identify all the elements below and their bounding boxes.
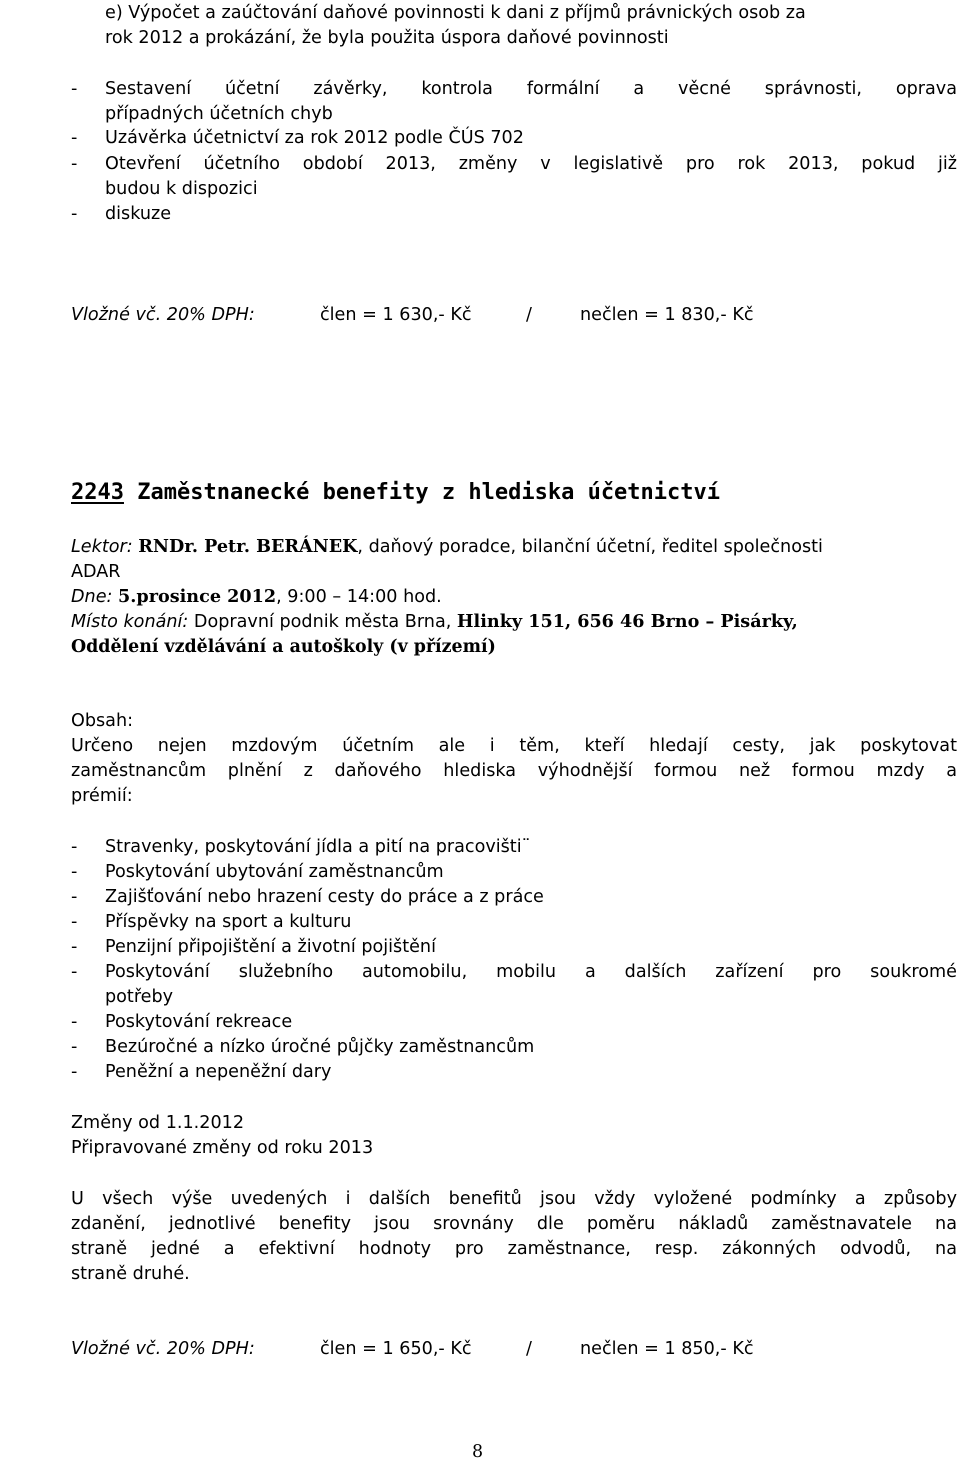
list-item: Poskytování ubytování zaměstnancům: [105, 862, 444, 882]
content-paragraph-line: prémií:: [71, 786, 133, 806]
fee-label: Vložné vč. 20% DPH:: [71, 1339, 255, 1359]
content-paragraph-line: zaměstnancům plnění z daňového hlediska výhodnější formou než formou mzdy a: [71, 761, 957, 781]
list-item-dash: -: [71, 887, 78, 907]
list-item: Zajišťování nebo hrazení cesty do práce a z práce: [105, 887, 544, 907]
list-item: Uzávěrka účetnictví za rok 2012 podle ČÚS 702: [105, 128, 524, 148]
list-item: Peněžní a nepeněžní dary: [105, 1062, 332, 1082]
date-value: 5.prosince 2012: [118, 586, 277, 607]
content-label: Obsah:: [71, 711, 134, 731]
fee-separator: /: [526, 305, 532, 325]
list-item: Poskytování rekreace: [105, 1012, 293, 1032]
list-item-dash: -: [71, 912, 78, 932]
list-item: případných účetních chyb: [105, 104, 333, 124]
page-number: 8: [472, 1442, 484, 1462]
venue-name: Dopravní podnik města Brna,: [188, 612, 457, 632]
fee-label: Vložné vč. 20% DPH:: [71, 305, 255, 325]
course-number: 2243: [71, 480, 124, 505]
fee-nonmember: nečlen = 1 850,- Kč: [580, 1339, 754, 1359]
summary-line: zdanění, jednotlivé benefity jsou srovnány dle poměru nákladů zaměstnavatele na: [71, 1214, 957, 1234]
list-item-dash: -: [71, 937, 78, 957]
fee-nonmember: nečlen = 1 830,- Kč: [580, 305, 754, 325]
list-item: Stravenky, poskytování jídla a pití na pracovišti¨: [105, 837, 531, 857]
lecturer-name: RNDr. Petr. BERÁNEK: [138, 536, 358, 557]
venue-detail: Oddělení vzdělávání a autoškoly (v přízemí): [71, 637, 496, 657]
list-item-dash: -: [71, 837, 78, 857]
lecturer-label: Lektor:: [71, 537, 133, 557]
summary-line: U všech výše uvedených i dalších benefitů jsou vždy vyložené podmínky a způsoby: [71, 1189, 957, 1209]
content-paragraph-line: Určeno nejen mzdovým účetním ale i těm, kteří hledají cesty, jak poskytovat: [71, 736, 957, 756]
list-item: Otevření účetního období 2013, změny v legislativě pro rok 2013, pokud již: [105, 154, 957, 174]
changes-line: Připravované změny od roku 2013: [71, 1138, 374, 1158]
list-item-dash: -: [71, 79, 78, 99]
lecturer-line: [71, 535, 823, 559]
venue-address: Hlinky 151, 656 46 Brno – Pisárky,: [456, 611, 798, 632]
list-item-dash: -: [71, 204, 78, 224]
section-e-title-line1: e) Výpočet a zaúčtování daňové povinnosti k dani z příjmů právnických osob za: [105, 3, 806, 23]
fee-separator: /: [526, 1339, 532, 1359]
course-title: Zaměstnanecké benefity z hlediska účetnictví: [137, 480, 721, 505]
date-line: [71, 585, 442, 609]
list-item: budou k dispozici: [105, 179, 258, 199]
section-e-title-line2: rok 2012 a prokázání, že byla použita úspora daňové povinnosti: [105, 28, 669, 48]
list-item-dash: -: [71, 128, 78, 148]
summary-line: straně jedné a efektivní hodnoty pro zaměstnance, resp. zákonných odvodů, na: [71, 1239, 957, 1259]
list-item-dash: -: [71, 962, 78, 982]
list-item: Příspěvky na sport a kulturu: [105, 912, 352, 932]
list-item: Sestavení účetní závěrky, kontrola formální a věcné správnosti, oprava: [105, 79, 957, 99]
list-item: potřeby: [105, 987, 174, 1007]
date-label: Dne:: [71, 587, 113, 607]
list-item-dash: -: [71, 1037, 78, 1057]
list-item: Penzijní připojištění a životní pojištění: [105, 937, 436, 957]
lecturer-description: , daňový poradce, bilanční účetní, ředitel společnosti: [357, 537, 823, 557]
list-item-dash: -: [71, 862, 78, 882]
fee-member: člen = 1 630,- Kč: [320, 305, 472, 325]
course-heading: [71, 479, 720, 507]
list-item: Poskytování služebního automobilu, mobilu a dalších zařízení pro soukromé: [105, 962, 957, 982]
list-item-dash: -: [71, 1012, 78, 1032]
time-value: , 9:00 – 14:00 hod.: [276, 587, 442, 607]
list-item-dash: -: [71, 154, 78, 174]
fee-member: člen = 1 650,- Kč: [320, 1339, 472, 1359]
venue-line: [71, 610, 798, 634]
venue-label: Místo konání:: [71, 612, 189, 632]
changes-line: Změny od 1.1.2012: [71, 1113, 245, 1133]
list-item: diskuze: [105, 204, 172, 224]
list-item-dash: -: [71, 1062, 78, 1082]
list-item: Bezúročné a nízko úročné půjčky zaměstnancům: [105, 1037, 535, 1057]
summary-line: straně druhé.: [71, 1264, 190, 1284]
lecturer-company: ADAR: [71, 562, 121, 582]
